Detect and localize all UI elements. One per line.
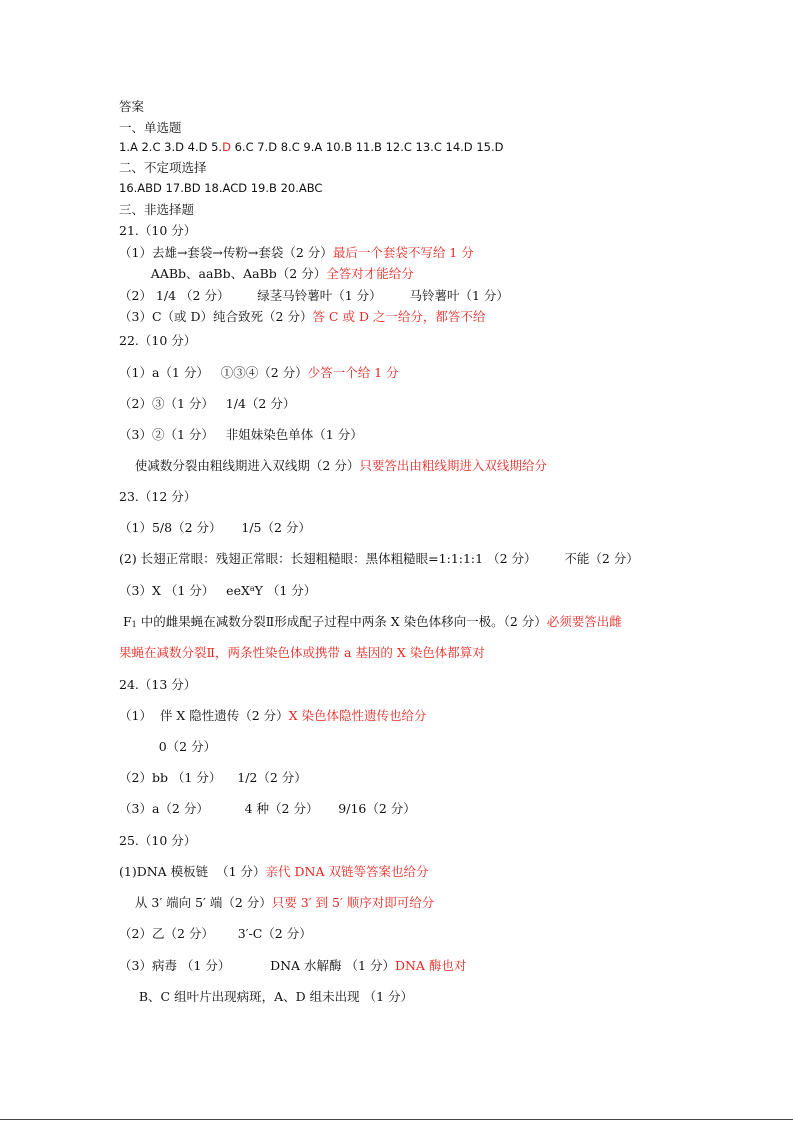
section-2-answers: 16.ABD 17.BD 18.ACD 19.B 20.ABC	[119, 181, 323, 195]
q23-line-2: (2) 长翅正常眼：残翅正常眼：长翅粗糙眼：黑体粗糙眼=1:1:1:1 （2 分） 不能（2 分）	[119, 551, 639, 566]
q22-note-1: 少答一个给 1 分	[307, 365, 399, 380]
q23-subscript: 1	[131, 620, 137, 629]
q23-note-4: 必须要答出雌	[546, 614, 622, 629]
q25-note-4: DNA 酶也对	[394, 958, 467, 973]
q22-line-1	[119, 365, 399, 381]
page-title: 答案	[119, 99, 145, 114]
q21-line-2	[119, 266, 414, 282]
q25-line-2	[119, 895, 434, 911]
section-3-heading: 三、非选择题	[119, 202, 195, 217]
q21-note-1: 最后一个套袋不写给 1 分	[332, 245, 474, 260]
answers-part-a: 1.A 2.C 3.D 4.D 5.	[119, 140, 223, 154]
q23-line-4	[119, 614, 622, 630]
q21-line-3: （2） 1/4 （2 分） 绿茎马铃薯叶（1 分） 马铃薯叶（1 分）	[119, 288, 509, 303]
q24-line-3: （2）bb （1 分） 1/2（2 分）	[119, 770, 307, 785]
q23-superscript: a	[249, 584, 255, 593]
q21-line-4	[119, 309, 485, 325]
q21-note-2: 全答对才能给分	[326, 266, 414, 281]
q25-line-4	[119, 958, 466, 974]
q21-line-1	[119, 245, 474, 261]
q22-note-4: 只要答出由粗线期进入双线期给分	[359, 458, 547, 473]
q24-answer-1: （1） 伴 X 隐性遗传（2 分）	[119, 708, 289, 723]
q22-line-2: （2）③（1 分） 1/4（2 分）	[119, 396, 296, 411]
q22-answer-4: 使减数分裂由粗线期进入双线期（2 分）	[119, 458, 360, 473]
q23-heading: 23.（12 分）	[119, 489, 197, 504]
q25-line-5: B、C 组叶片出现病斑，A、D 组未出现 （1 分）	[119, 989, 414, 1004]
q24-line-1	[119, 708, 427, 724]
q21-answer-4: （3）C（或 D）纯合致死（2 分）	[119, 309, 313, 324]
section-1-heading: 一、单选题	[119, 120, 182, 135]
q23-note-continued: 果蝇在减数分裂Ⅱ，两条性染色体或携带 a 基因的 X 染色体都算对	[119, 645, 485, 660]
q23-answer-3a: （3）X （1 分） eeX	[119, 583, 250, 598]
q23-answer-4b: 中的雌果蝇在减数分裂Ⅱ形成配子过程中两条 X 染色体移向一极。（2 分）	[136, 614, 547, 629]
q24-heading: 24.（13 分）	[119, 677, 197, 692]
q23-line-3	[119, 583, 316, 599]
section-1-answers	[119, 139, 503, 155]
q24-note-1: X 染色体隐性遗传也给分	[288, 708, 427, 723]
q25-note-2: 只要 3′ 到 5′ 顺序对即可给分	[271, 895, 435, 910]
q21-answer-2: AABb、aaBb、AaBb（2 分）	[119, 266, 327, 281]
q25-line-3: （2）乙（2 分） 3′-C（2 分）	[119, 926, 312, 941]
q24-line-2: 0（2 分）	[119, 739, 217, 754]
q21-answer-1: （1）去雄→套袋→传粉→套袋（2 分）	[119, 245, 333, 260]
answers-part-b: 6.C 7.D 8.C 9.A 10.B 11.B 12.C 13.C 14.D 15.D	[230, 140, 504, 154]
q25-note-1: 亲代 DNA 双链等答案也给分	[265, 864, 429, 879]
q22-line-3: （3）②（1 分） 非姐妹染色单体（1 分）	[119, 427, 363, 442]
q22-answer-1: （1）a（1 分） ①③④（2 分）	[119, 365, 308, 380]
q25-heading: 25.（10 分）	[119, 833, 197, 848]
q21-heading: 21.（10 分）	[119, 223, 197, 238]
q21-note-4: 答 C 或 D 之一给分，都答不给	[312, 309, 486, 324]
q24-line-4: （3）a（2 分） 4 种（2 分） 9/16（2 分）	[119, 801, 416, 816]
q23-answer-4a: F	[119, 614, 132, 629]
q25-answer-4: （3）病毒 （1 分） DNA 水解酶 （1 分）	[119, 958, 395, 973]
q25-answer-1: (1)DNA 模板链 （1 分）	[119, 864, 266, 879]
q22-line-4	[119, 458, 547, 474]
page-bottom-divider	[0, 1119, 793, 1120]
q25-line-1	[119, 864, 428, 880]
q23-answer-3b: Y （1 分）	[254, 583, 317, 598]
q22-heading: 22.（10 分）	[119, 333, 197, 348]
q25-answer-2: 从 3′ 端向 5′ 端（2 分）	[119, 895, 272, 910]
section-2-heading: 二、不定项选择	[119, 160, 207, 175]
q23-line-1: （1）5/8（2 分） 1/5（2 分）	[119, 520, 311, 535]
answer-5-highlight: D	[222, 140, 231, 154]
